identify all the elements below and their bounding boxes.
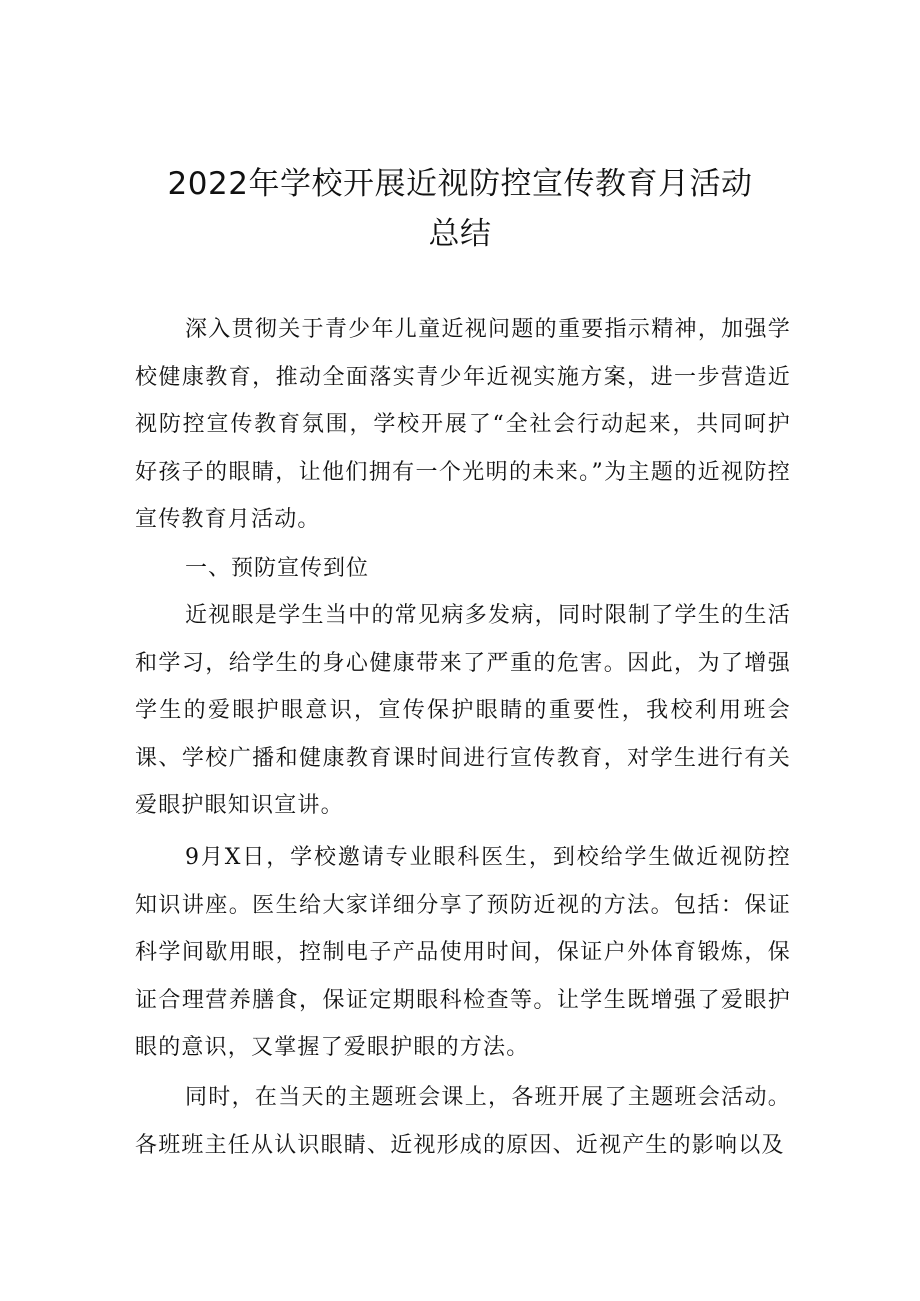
paragraph-doctor-lecture: 9月X日，学校邀请专业眼科医生，到校给学生做近视防控知识讲座。医生给大家详细分享了预防近视的方法。包括：保证科学间歇用眼，控制电子产品使用时间，保证户外体育锻炼，保证合理营养膳食，保证定期眼科检查等。让学生既增强了爱眼护眼的意识，又掌握了爱眼护眼的方法。 bbox=[135, 845, 791, 1060]
paragraph-myopia-harm: 近视眼是学生当中的常见病多发病，同时限制了学生的生活和学习，给学生的身心健康带来了严重的危害。因此，为了增强学生的爱眼护眼意识，宣传保护眼睛的重要性，我校利用班会课、学校广播和健康教育课时间进行宣传教育，对学生进行有关爱眼护眼知识宣讲。 bbox=[135, 603, 791, 818]
document-title-line-2: 总结 bbox=[428, 216, 492, 252]
paragraph-class-meeting: 同时，在当天的主题班会课上，各班开展了主题班会活动。各班班主任从认识眼睛、近视形成的原因、近视产生的影响以及 bbox=[135, 1085, 791, 1158]
section-heading-prevention-publicity: 一、预防宣传到位 bbox=[185, 556, 370, 581]
paragraph-intro: 深入贯彻关于青少年儿童近视问题的重要指示精神，加强学校健康教育，推动全面落实青少年近视实施方案，进一步营造近视防控宣传教育氛围，学校开展了“全社会行动起来，共同呵护好孩子的眼睛，让他们拥有一个光明的未来。”为主题的近视防控宣传教育月活动。 bbox=[135, 317, 791, 532]
document-title-line-1: 2022年学校开展近视防控宣传教育月活动 bbox=[167, 166, 753, 202]
